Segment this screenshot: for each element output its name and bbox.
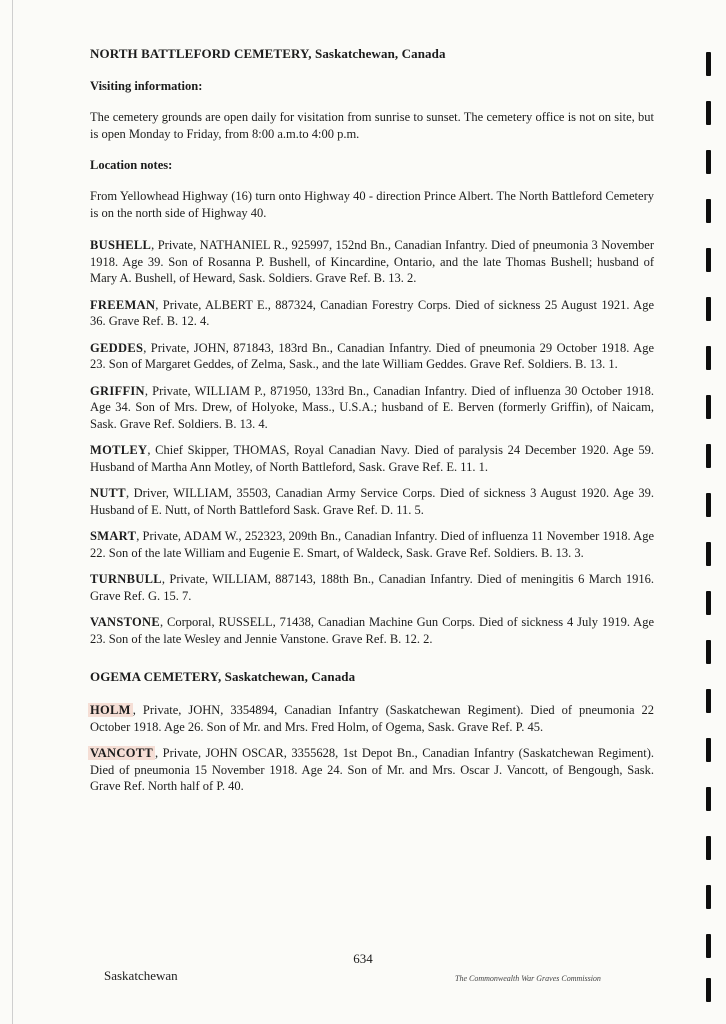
entry-details: , Private, ALBERT E., 887324, Canadian Forestry Corps. Died of sickness 25 August 1921. Age 36. Grave Ref. B. 12. 4.: [90, 297, 654, 328]
grave-entry: [90, 237, 654, 287]
entry-details: , Private, JOHN, 3354894, Canadian Infantry (Saskatchewan Regiment). Died of pneumonia 22 October 1918. Age 26. Son of Mr. and Mrs. Fred Holm, of Ogema, Sask. Grave Ref. P. 45.: [90, 703, 654, 734]
footer-publisher: The Commonwealth War Graves Commission: [455, 974, 601, 983]
entry-details: , Chief Skipper, THOMAS, Royal Canadian Navy. Died of paralysis 24 December 1920. Age 59. Husband of Martha Ann Motley, of North Battleford, Sask. Grave Ref. E. 11. 1.: [90, 443, 654, 474]
page-edge-line: [12, 0, 13, 1024]
entry-details: , Driver, WILLIAM, 35503, Canadian Army Service Corps. Died of sickness 3 August 1920. Age 39. Husband of E. Nutt, of North Battleford Sask. Grave Ref. D. 11. 5.: [90, 486, 654, 517]
entry-details: , Private, JOHN OSCAR, 3355628, 1st Depot Bn., Canadian Infantry (Saskatchewan Regiment). Died of pneumonia 15 November 1918. Age 24. Son of Mr. and Mrs. Oscar J. Vancott, of Bengough, Sask. Grave Ref. North half of P. 40.: [90, 746, 654, 793]
page-number: 634: [353, 951, 373, 966]
entry-details: , Corporal, RUSSELL, 71438, Canadian Machine Gun Corps. Died of sickness 4 July 1919. Age 23. Son of the late Wesley and Jennie Vanstone. Grave Ref. B. 12. 2.: [90, 615, 654, 646]
binder-hole: [706, 101, 711, 125]
binder-hole: [706, 689, 711, 713]
section-spacer: [90, 657, 654, 669]
entry-surname-highlighted: VANCOTT: [90, 746, 153, 760]
binder-hole: [706, 787, 711, 811]
binder-hole: [706, 738, 711, 762]
cemetery-title: OGEMA CEMETERY, Saskatchewan, Canada: [90, 669, 356, 684]
entry-surname: VANSTONE: [90, 615, 161, 629]
entry-surname: SMART: [90, 529, 137, 543]
grave-entry: [90, 571, 654, 604]
entry-details: , Private, ADAM W., 252323, 209th Bn., Canadian Infantry. Died of influenza 11 November 1918. Age 22. Son of the late William and Eugenie E. Smart, of Waldeck, Sask. Grave Ref. Soldiers. B. 13. 3.: [90, 529, 654, 560]
binder-holes: [706, 28, 718, 1008]
binder-hole: [706, 591, 711, 615]
cemetery-title: NORTH BATTLEFORD CEMETERY, Saskatchewan, Canada: [90, 46, 446, 61]
binder-hole: [706, 885, 711, 909]
binder-hole: [706, 52, 711, 76]
grave-entry: [90, 442, 654, 475]
location-text: From Yellowhead Highway (16) turn onto Highway 40 - direction Prince Albert. The North Battleford Cemetery is on the north side of Highway 40.: [90, 189, 654, 220]
binder-hole: [706, 493, 711, 517]
entry-details: , Private, WILLIAM P., 871950, 133rd Bn., Canadian Infantry. Died of influenza 30 October 1918. Age 34. Son of Mrs. Drew, of Holyoke, Mass., U.S.A.; husband of E. Berven (formerly Griffin), of Naicam, Sask. Grave Ref. Soldiers. B. 13. 4.: [90, 383, 654, 431]
entry-surname: TURNBULL: [90, 572, 162, 586]
grave-entry: [90, 340, 654, 373]
binder-hole: [706, 199, 711, 223]
entry-surname: GEDDES: [90, 340, 144, 355]
entry-surname: FREEMAN: [90, 297, 156, 312]
entry-details: , Private, WILLIAM, 887143, 188th Bn., Canadian Infantry. Died of meningitis 6 March 1916. Grave Ref. G. 15. 7.: [90, 572, 654, 603]
entry-surname: NUTT: [90, 486, 126, 500]
entry-details: , Private, JOHN, 871843, 183rd Bn., Canadian Infantry. Died of pneumonia 29 October 1918. Age 23. Son of Margaret Geddes, of Zelma, Sask., and the late William Geddes. Grave Ref. Soldiers. B. 13. 1.: [90, 340, 654, 371]
entry-surname-highlighted: HOLM: [90, 703, 131, 717]
binder-hole: [706, 640, 711, 664]
entry-surname: BUSHELL: [90, 238, 152, 252]
binder-hole: [706, 836, 711, 860]
page-content: [90, 46, 654, 805]
binder-hole: [706, 297, 711, 321]
footer-region: Saskatchewan: [104, 968, 178, 983]
entry-surname: MOTLEY: [90, 443, 148, 457]
binder-hole: [706, 542, 711, 566]
entry-surname: GRIFFIN: [90, 383, 145, 398]
grave-entry: [90, 485, 654, 518]
binder-hole: [706, 248, 711, 272]
grave-entry: [90, 383, 654, 433]
grave-entry: [90, 528, 654, 561]
grave-entry: [90, 745, 654, 795]
grave-entry: [90, 297, 654, 330]
visiting-text: The cemetery grounds are open daily for visitation from sunrise to sunset. The cemetery office is not on site, but is open Monday to Friday, from 8:00 a.m.to 4:00 p.m.: [90, 110, 654, 141]
binder-hole: [706, 978, 711, 1002]
visiting-heading: Visiting information:: [90, 79, 203, 93]
entry-details: , Private, NATHANIEL R., 925997, 152nd Bn., Canadian Infantry. Died of pneumonia 3 November 1918. Age 39. Son of Rosanna P. Bushell, of Kincardine, Ontario, and the late Thomas Bushell; husband of Mary A. Bushell, of Heward, Sask. Soldiers. Grave Ref. B. 13. 2.: [90, 238, 654, 285]
binder-hole: [706, 150, 711, 174]
grave-entry: [90, 702, 654, 735]
location-heading: Location notes:: [90, 158, 173, 172]
binder-hole: [706, 346, 711, 370]
grave-entry: [90, 614, 654, 647]
binder-hole: [706, 444, 711, 468]
binder-hole: [706, 395, 711, 419]
